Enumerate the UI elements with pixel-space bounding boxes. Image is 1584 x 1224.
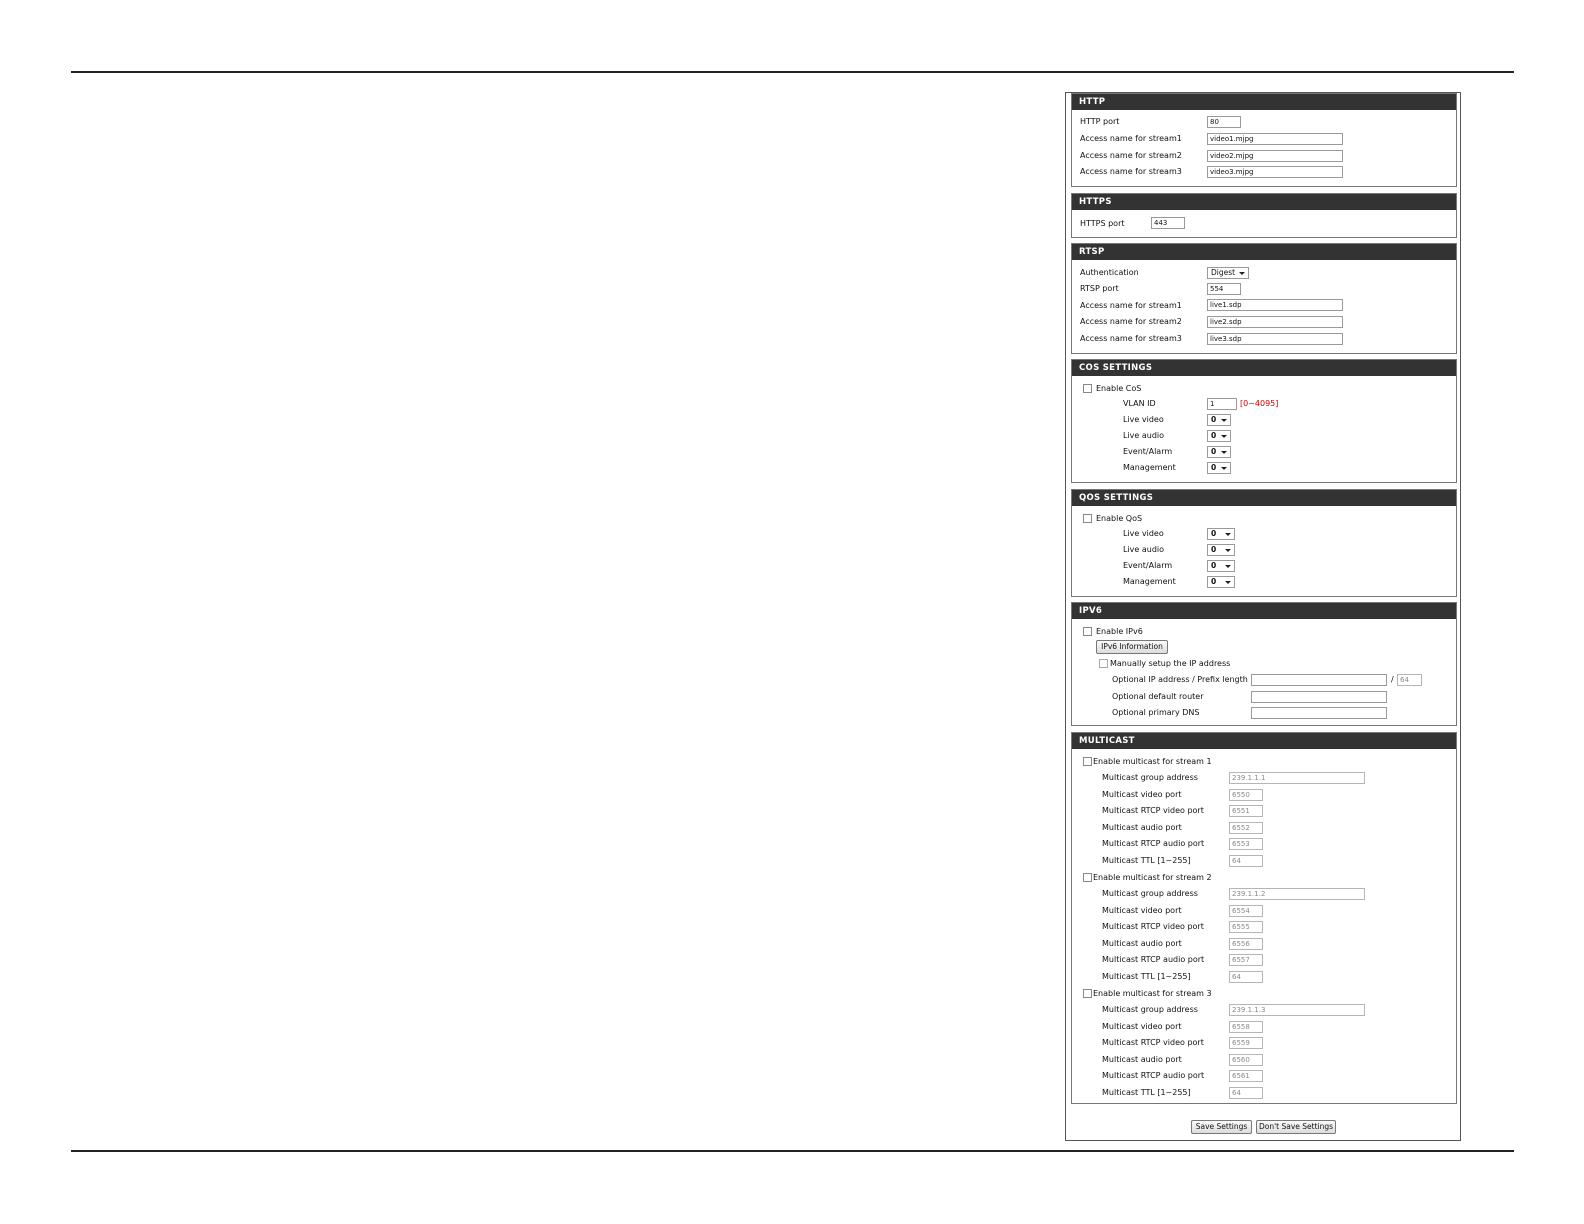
- qos-section: [1071, 489, 1457, 597]
- section-header: RTSP: [1072, 244, 1456, 260]
- rtcp-audio-port-label: Multicast RTCP audio port: [1102, 955, 1205, 964]
- multicast-stream3-checkbox[interactable]: [1083, 989, 1092, 998]
- rtsp-stream3-input[interactable]: live3.sdp: [1207, 333, 1343, 345]
- rtcp-video-port-label: Multicast RTCP video port: [1102, 1038, 1204, 1047]
- qos-live-video-label: Live video: [1123, 529, 1164, 538]
- chevron-down-icon: [1239, 272, 1245, 275]
- ipv6-information-button[interactable]: IPv6 Information: [1096, 640, 1168, 654]
- settings-panel: [1065, 92, 1461, 1141]
- ttl-label: Multicast TTL [1~255]: [1102, 856, 1191, 865]
- enable-qos-label: Enable QoS: [1096, 514, 1143, 523]
- audio-port-label: Multicast audio port: [1102, 1055, 1182, 1064]
- qos-live-video-value: 0: [1211, 529, 1217, 538]
- http-stream3-input[interactable]: video3.mjpg: [1207, 166, 1343, 178]
- http-port-input[interactable]: 80: [1207, 116, 1241, 128]
- ttl-label: Multicast TTL [1~255]: [1102, 972, 1191, 981]
- audio-port-label: Multicast audio port: [1102, 823, 1182, 832]
- http-stream2-input[interactable]: video2.mjpg: [1207, 150, 1343, 162]
- enable-cos-label: Enable CoS: [1096, 384, 1142, 393]
- vlan-id-label: VLAN ID: [1123, 399, 1156, 408]
- cos-mgmt-value: 0: [1211, 463, 1217, 472]
- cos-mgmt-label: Management: [1123, 463, 1176, 472]
- group-address-input[interactable]: 239.1.1.2: [1229, 888, 1365, 900]
- chevron-down-icon: [1225, 581, 1231, 584]
- cos-event-select[interactable]: [1207, 446, 1231, 458]
- multicast-section: [1071, 732, 1457, 1104]
- chevron-down-icon: [1221, 435, 1227, 438]
- http-stream1-label: Access name for stream1: [1080, 134, 1182, 143]
- section-header: COS SETTINGS: [1072, 360, 1456, 376]
- rtsp-stream2-label: Access name for stream2: [1080, 317, 1182, 326]
- default-router-label: Optional default router: [1112, 692, 1204, 701]
- cos-live-audio-label: Live audio: [1123, 431, 1165, 440]
- multicast-stream1-label: Enable multicast for stream 1: [1093, 757, 1212, 766]
- qos-mgmt-select[interactable]: [1207, 576, 1235, 588]
- group-address-input[interactable]: 239.1.1.1: [1229, 772, 1365, 784]
- rtcp-audio-port-label: Multicast RTCP audio port: [1102, 1071, 1205, 1080]
- ttl-input[interactable]: 64: [1229, 1087, 1263, 1099]
- cos-live-audio-select[interactable]: [1207, 430, 1231, 442]
- ipv6-address-input[interactable]: [1251, 674, 1387, 686]
- prefix-separator: /: [1391, 675, 1394, 684]
- cos-live-audio-value: 0: [1211, 431, 1217, 440]
- multicast-stream1-checkbox[interactable]: [1083, 757, 1092, 766]
- video-port-label: Multicast video port: [1102, 1022, 1182, 1031]
- manual-ip-checkbox[interactable]: [1099, 659, 1108, 668]
- cos-live-video-label: Live video: [1123, 415, 1164, 424]
- rtcp-video-port-input[interactable]: 6555: [1229, 921, 1263, 933]
- vlan-range-hint: [0~4095]: [1240, 399, 1279, 408]
- multicast-stream3-label: Enable multicast for stream 3: [1093, 989, 1212, 998]
- qos-live-video-select[interactable]: [1207, 528, 1235, 540]
- bottom-rule: [71, 1150, 1514, 1152]
- enable-qos-checkbox[interactable]: [1083, 514, 1092, 523]
- rtsp-stream3-label: Access name for stream3: [1080, 334, 1182, 343]
- enable-ipv6-label: Enable IPv6: [1096, 627, 1143, 636]
- section-header: HTTPS: [1072, 194, 1456, 210]
- qos-event-label: Event/Alarm: [1123, 561, 1173, 570]
- cos-event-label: Event/Alarm: [1123, 447, 1173, 456]
- section-header: QOS SETTINGS: [1072, 490, 1456, 506]
- rtcp-audio-port-label: Multicast RTCP audio port: [1102, 839, 1205, 848]
- rtsp-stream1-input[interactable]: live1.sdp: [1207, 299, 1343, 311]
- vlan-id-input[interactable]: 1: [1207, 398, 1237, 410]
- manual-ip-label: Manually setup the IP address: [1110, 659, 1231, 668]
- chevron-down-icon: [1221, 467, 1227, 470]
- section-header: MULTICAST: [1072, 733, 1456, 749]
- group-address-input[interactable]: 239.1.1.3: [1229, 1004, 1365, 1016]
- rtsp-port-input[interactable]: 554: [1207, 283, 1241, 295]
- ipv6-section: [1071, 602, 1457, 726]
- cos-live-video-value: 0: [1211, 415, 1217, 424]
- chevron-down-icon: [1225, 533, 1231, 536]
- section-header: IPV6: [1072, 603, 1456, 619]
- rtcp-audio-port-input[interactable]: 6553: [1229, 838, 1263, 850]
- qos-event-select[interactable]: [1207, 560, 1235, 572]
- video-port-input[interactable]: 6558: [1229, 1021, 1263, 1033]
- qos-event-value: 0: [1211, 561, 1217, 570]
- qos-mgmt-label: Management: [1123, 577, 1176, 586]
- http-stream1-input[interactable]: video1.mjpg: [1207, 133, 1343, 145]
- http-port-label: HTTP port: [1080, 117, 1120, 126]
- cos-live-video-select[interactable]: [1207, 414, 1231, 426]
- qos-mgmt-value: 0: [1211, 577, 1217, 586]
- save-settings-button[interactable]: Save Settings: [1191, 1120, 1252, 1134]
- cos-event-value: 0: [1211, 447, 1217, 456]
- top-rule: [71, 71, 1514, 73]
- group-address-label: Multicast group address: [1102, 1005, 1198, 1014]
- audio-port-label: Multicast audio port: [1102, 939, 1182, 948]
- rtcp-audio-port-input[interactable]: 6561: [1229, 1070, 1263, 1082]
- chevron-down-icon: [1225, 549, 1231, 552]
- primary-dns-label: Optional primary DNS: [1112, 708, 1200, 717]
- section-header: HTTP: [1072, 94, 1456, 110]
- ipv6-prefix-input[interactable]: 64: [1397, 674, 1422, 686]
- audio-port-input[interactable]: 6556: [1229, 938, 1263, 950]
- rtcp-audio-port-input[interactable]: 6557: [1229, 954, 1263, 966]
- https-section: [1071, 193, 1457, 238]
- audio-port-input[interactable]: 6560: [1229, 1054, 1263, 1066]
- chevron-down-icon: [1221, 451, 1227, 454]
- multicast-stream2-label: Enable multicast for stream 2: [1093, 873, 1212, 882]
- video-port-input[interactable]: 6550: [1229, 789, 1263, 801]
- qos-live-audio-select[interactable]: [1207, 544, 1235, 556]
- ipv6-address-label: Optional IP address / Prefix length: [1112, 675, 1248, 684]
- ttl-input[interactable]: 64: [1229, 855, 1263, 867]
- enable-ipv6-checkbox[interactable]: [1083, 627, 1092, 636]
- ttl-label: Multicast TTL [1~255]: [1102, 1088, 1191, 1097]
- rtcp-video-port-label: Multicast RTCP video port: [1102, 922, 1204, 931]
- multicast-stream2-checkbox[interactable]: [1083, 873, 1092, 882]
- rtsp-auth-select[interactable]: [1207, 267, 1249, 279]
- rtsp-auth-label: Authentication: [1080, 268, 1139, 277]
- video-port-label: Multicast video port: [1102, 790, 1182, 799]
- qos-live-audio-value: 0: [1211, 545, 1217, 554]
- audio-port-input[interactable]: 6552: [1229, 822, 1263, 834]
- group-address-label: Multicast group address: [1102, 773, 1198, 782]
- primary-dns-input[interactable]: [1251, 707, 1387, 719]
- cos-mgmt-select[interactable]: [1207, 462, 1231, 474]
- video-port-label: Multicast video port: [1102, 906, 1182, 915]
- https-port-input[interactable]: 443: [1151, 217, 1185, 229]
- rtsp-stream1-label: Access name for stream1: [1080, 301, 1182, 310]
- rtsp-stream2-input[interactable]: live2.sdp: [1207, 316, 1343, 328]
- rtsp-auth-value: Digest: [1211, 268, 1236, 277]
- group-address-label: Multicast group address: [1102, 889, 1198, 898]
- http-stream3-label: Access name for stream3: [1080, 167, 1182, 176]
- rtsp-section: [1071, 243, 1457, 354]
- default-router-input[interactable]: [1251, 691, 1387, 703]
- rtsp-port-label: RTSP port: [1080, 284, 1119, 293]
- rtcp-video-port-input[interactable]: 6551: [1229, 805, 1263, 817]
- chevron-down-icon: [1225, 565, 1231, 568]
- dont-save-settings-button[interactable]: Don't Save Settings: [1256, 1120, 1336, 1134]
- chevron-down-icon: [1221, 419, 1227, 422]
- rtcp-video-port-input[interactable]: 6559: [1229, 1037, 1263, 1049]
- enable-cos-checkbox[interactable]: [1083, 384, 1092, 393]
- http-stream2-label: Access name for stream2: [1080, 151, 1182, 160]
- qos-live-audio-label: Live audio: [1123, 545, 1165, 554]
- https-port-label: HTTPS port: [1080, 219, 1125, 228]
- ttl-input[interactable]: 64: [1229, 971, 1263, 983]
- rtcp-video-port-label: Multicast RTCP video port: [1102, 806, 1204, 815]
- cos-section: [1071, 359, 1457, 483]
- http-section: [1071, 93, 1457, 187]
- video-port-input[interactable]: 6554: [1229, 905, 1263, 917]
